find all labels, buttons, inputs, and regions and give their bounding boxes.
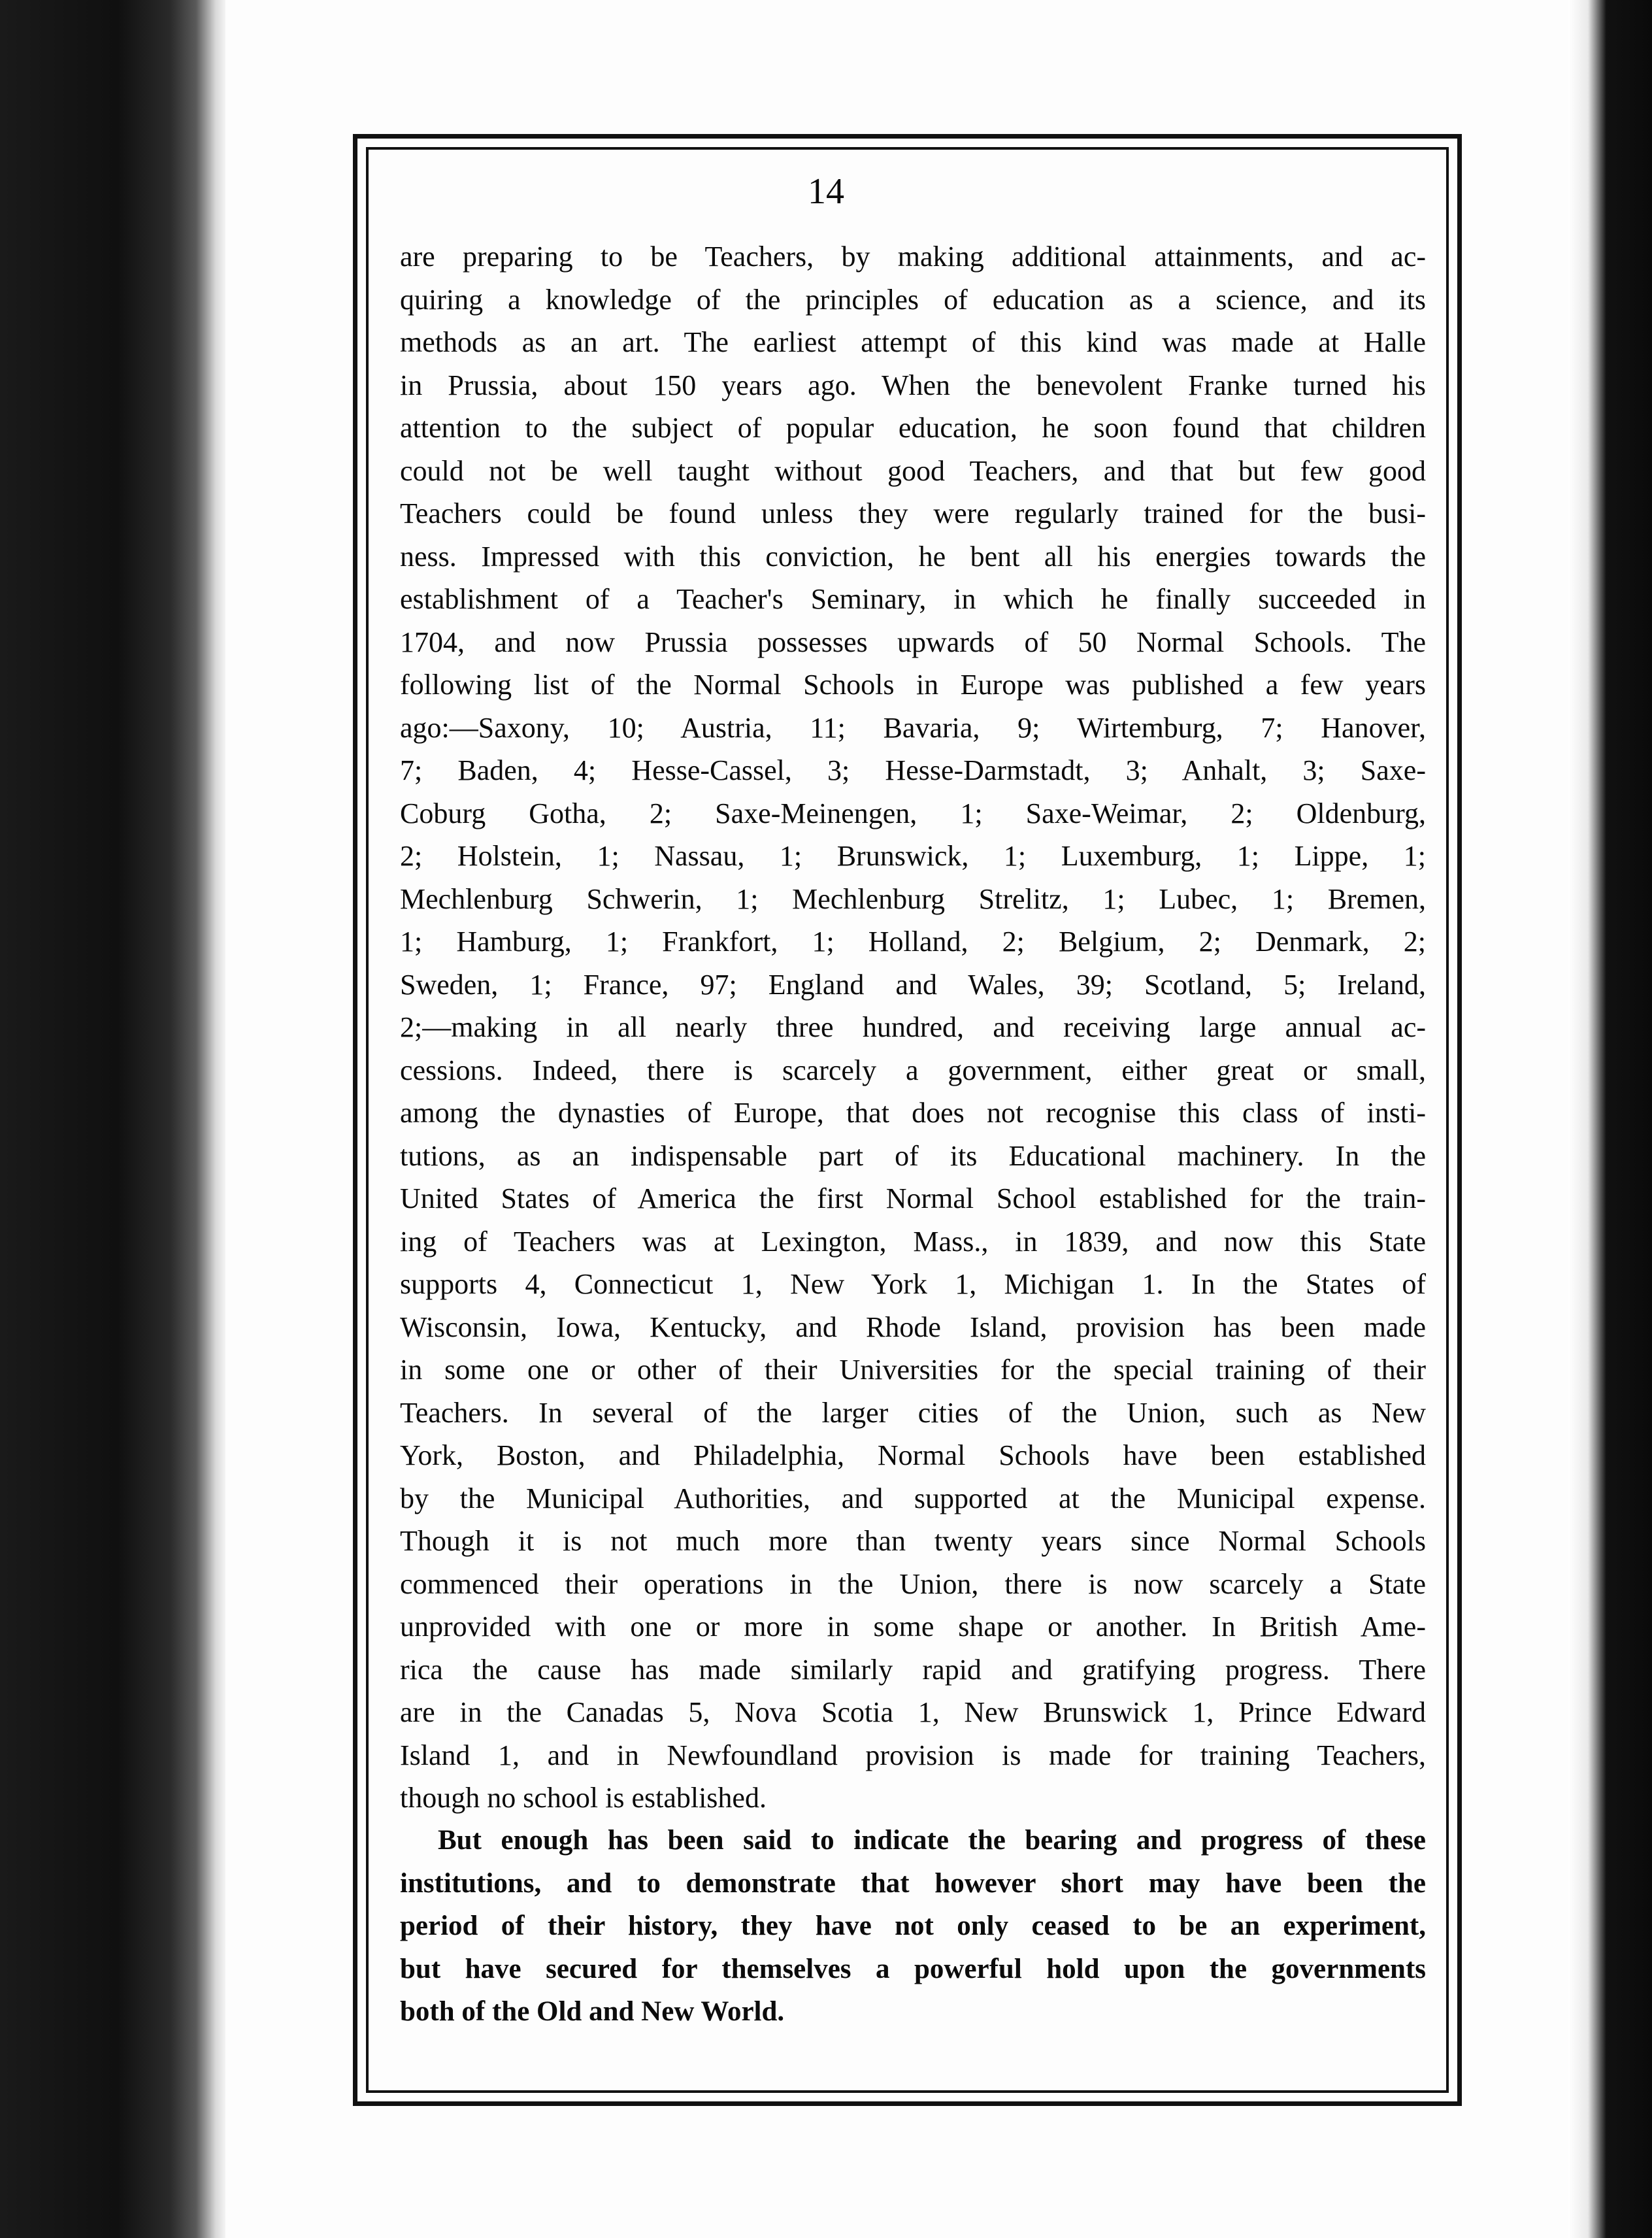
scan-binding-left	[0, 0, 225, 2238]
text-line: But enough has been said to indicate the bearing and progress of these	[438, 1825, 1426, 1856]
text-line: York, Boston, and Philadelphia, Normal Schools have been established	[400, 1439, 1426, 1471]
text-line: tutions, as an indispensable part of its Educational machinery. In the	[400, 1139, 1426, 1172]
text-line: period of their history, they have not only ceased to be an experiment,	[400, 1911, 1426, 1941]
text-line: Though it is not much more than twenty years since Normal Schools	[400, 1525, 1426, 1557]
text-line: establishment of a Teacher's Seminary, in which he finally succeeded in	[400, 583, 1426, 615]
text-line: in some one or other of their Universities for the special training of their	[400, 1354, 1426, 1386]
body-paragraph-2	[400, 1819, 1426, 2033]
text-line: ness. Impressed with this conviction, he bent all his energies towards the	[400, 540, 1426, 573]
text-line: both of the Old and New World.	[400, 1996, 785, 2027]
text-line: Coburg Gotha, 2; Saxe-Meinengen, 1; Saxe-Weimar, 2; Oldenburg,	[400, 797, 1426, 829]
text-line: ago:—Saxony, 10; Austria, 11; Bavaria, 9; Wirtemburg, 7; Hanover,	[400, 711, 1426, 744]
text-line: unprovided with one or more in some shape or another. In British Ame-	[400, 1611, 1426, 1643]
text-line: Wisconsin, Iowa, Kentucky, and Rhode Island, provision has been made	[400, 1311, 1426, 1343]
text-line: 1; Hamburg, 1; Frankfort, 1; Holland, 2; Belgium, 2; Denmark, 2;	[400, 926, 1426, 958]
text-line: rica the cause has made similarly rapid and gratifying progress. There	[400, 1653, 1426, 1686]
text-line: 2; Holstein, 1; Nassau, 1; Brunswick, 1; Luxemburg, 1; Lippe, 1;	[400, 840, 1426, 872]
text-line: Island 1, and in Newfoundland provision is made for training Teachers,	[400, 1739, 1426, 1771]
text-line: Sweden, 1; France, 97; England and Wales, 39; Scotland, 5; Ireland,	[400, 968, 1426, 1001]
text-line: 7; Baden, 4; Hesse-Cassel, 3; Hesse-Darmstadt, 3; Anhalt, 3; Saxe-	[400, 754, 1426, 786]
text-line: could not be well taught without good Teachers, and that but few good	[400, 454, 1426, 487]
text-line: are in the Canadas 5, Nova Scotia 1, New Brunswick 1, Prince Edward	[400, 1696, 1426, 1728]
text-line: but have secured for themselves a powerful hold upon the governments	[400, 1953, 1426, 1984]
text-line: Teachers. In several of the larger cities of the Union, such as New	[400, 1396, 1426, 1429]
text-line: 1704, and now Prussia possesses upwards of 50 Normal Schools. The	[400, 626, 1426, 658]
scan-binding-right	[1568, 0, 1652, 2238]
body-paragraph-1	[400, 235, 1426, 1820]
text-line: supports 4, Connecticut 1, New York 1, Michigan 1. In the States of	[400, 1268, 1426, 1300]
text-line: following list of the Normal Schools in Europe was published a few years	[400, 669, 1426, 701]
text-line: quiring a knowledge of the principles of education as a science, and its	[400, 283, 1426, 316]
text-line: United States of America the first Normal School established for the train-	[400, 1182, 1426, 1214]
text-line: in Prussia, about 150 years ago. When the benevolent Franke turned his	[400, 369, 1426, 401]
text-line: though no school is established.	[400, 1782, 767, 1814]
text-line: among the dynasties of Europe, that does not recognise this class of insti-	[400, 1097, 1426, 1129]
text-line: ing of Teachers was at Lexington, Mass., in 1839, and now this State	[400, 1225, 1426, 1258]
text-line: 2;—making in all nearly three hundred, and receiving large annual ac-	[400, 1011, 1426, 1043]
text-line: by the Municipal Authorities, and supported at the Municipal expense.	[400, 1482, 1426, 1514]
text-line: Mechlenburg Schwerin, 1; Mechlenburg Strelitz, 1; Lubec, 1; Bremen,	[400, 882, 1426, 915]
text-line: Teachers could be found unless they were regularly trained for the busi-	[400, 497, 1426, 529]
text-line: cessions. Indeed, there is scarcely a government, either great or small,	[400, 1054, 1426, 1086]
text-line: are preparing to be Teachers, by making additional attainments, and ac-	[400, 241, 1426, 273]
text-line: attention to the subject of popular education, he soon found that children	[400, 412, 1426, 444]
page-number: 14	[808, 171, 844, 212]
text-line: methods as an art. The earliest attempt of this kind was made at Halle	[400, 326, 1426, 358]
text-line: institutions, and to demonstrate that however short may have been the	[400, 1867, 1426, 1899]
text-line: commenced their operations in the Union, there is now scarcely a State	[400, 1567, 1426, 1600]
